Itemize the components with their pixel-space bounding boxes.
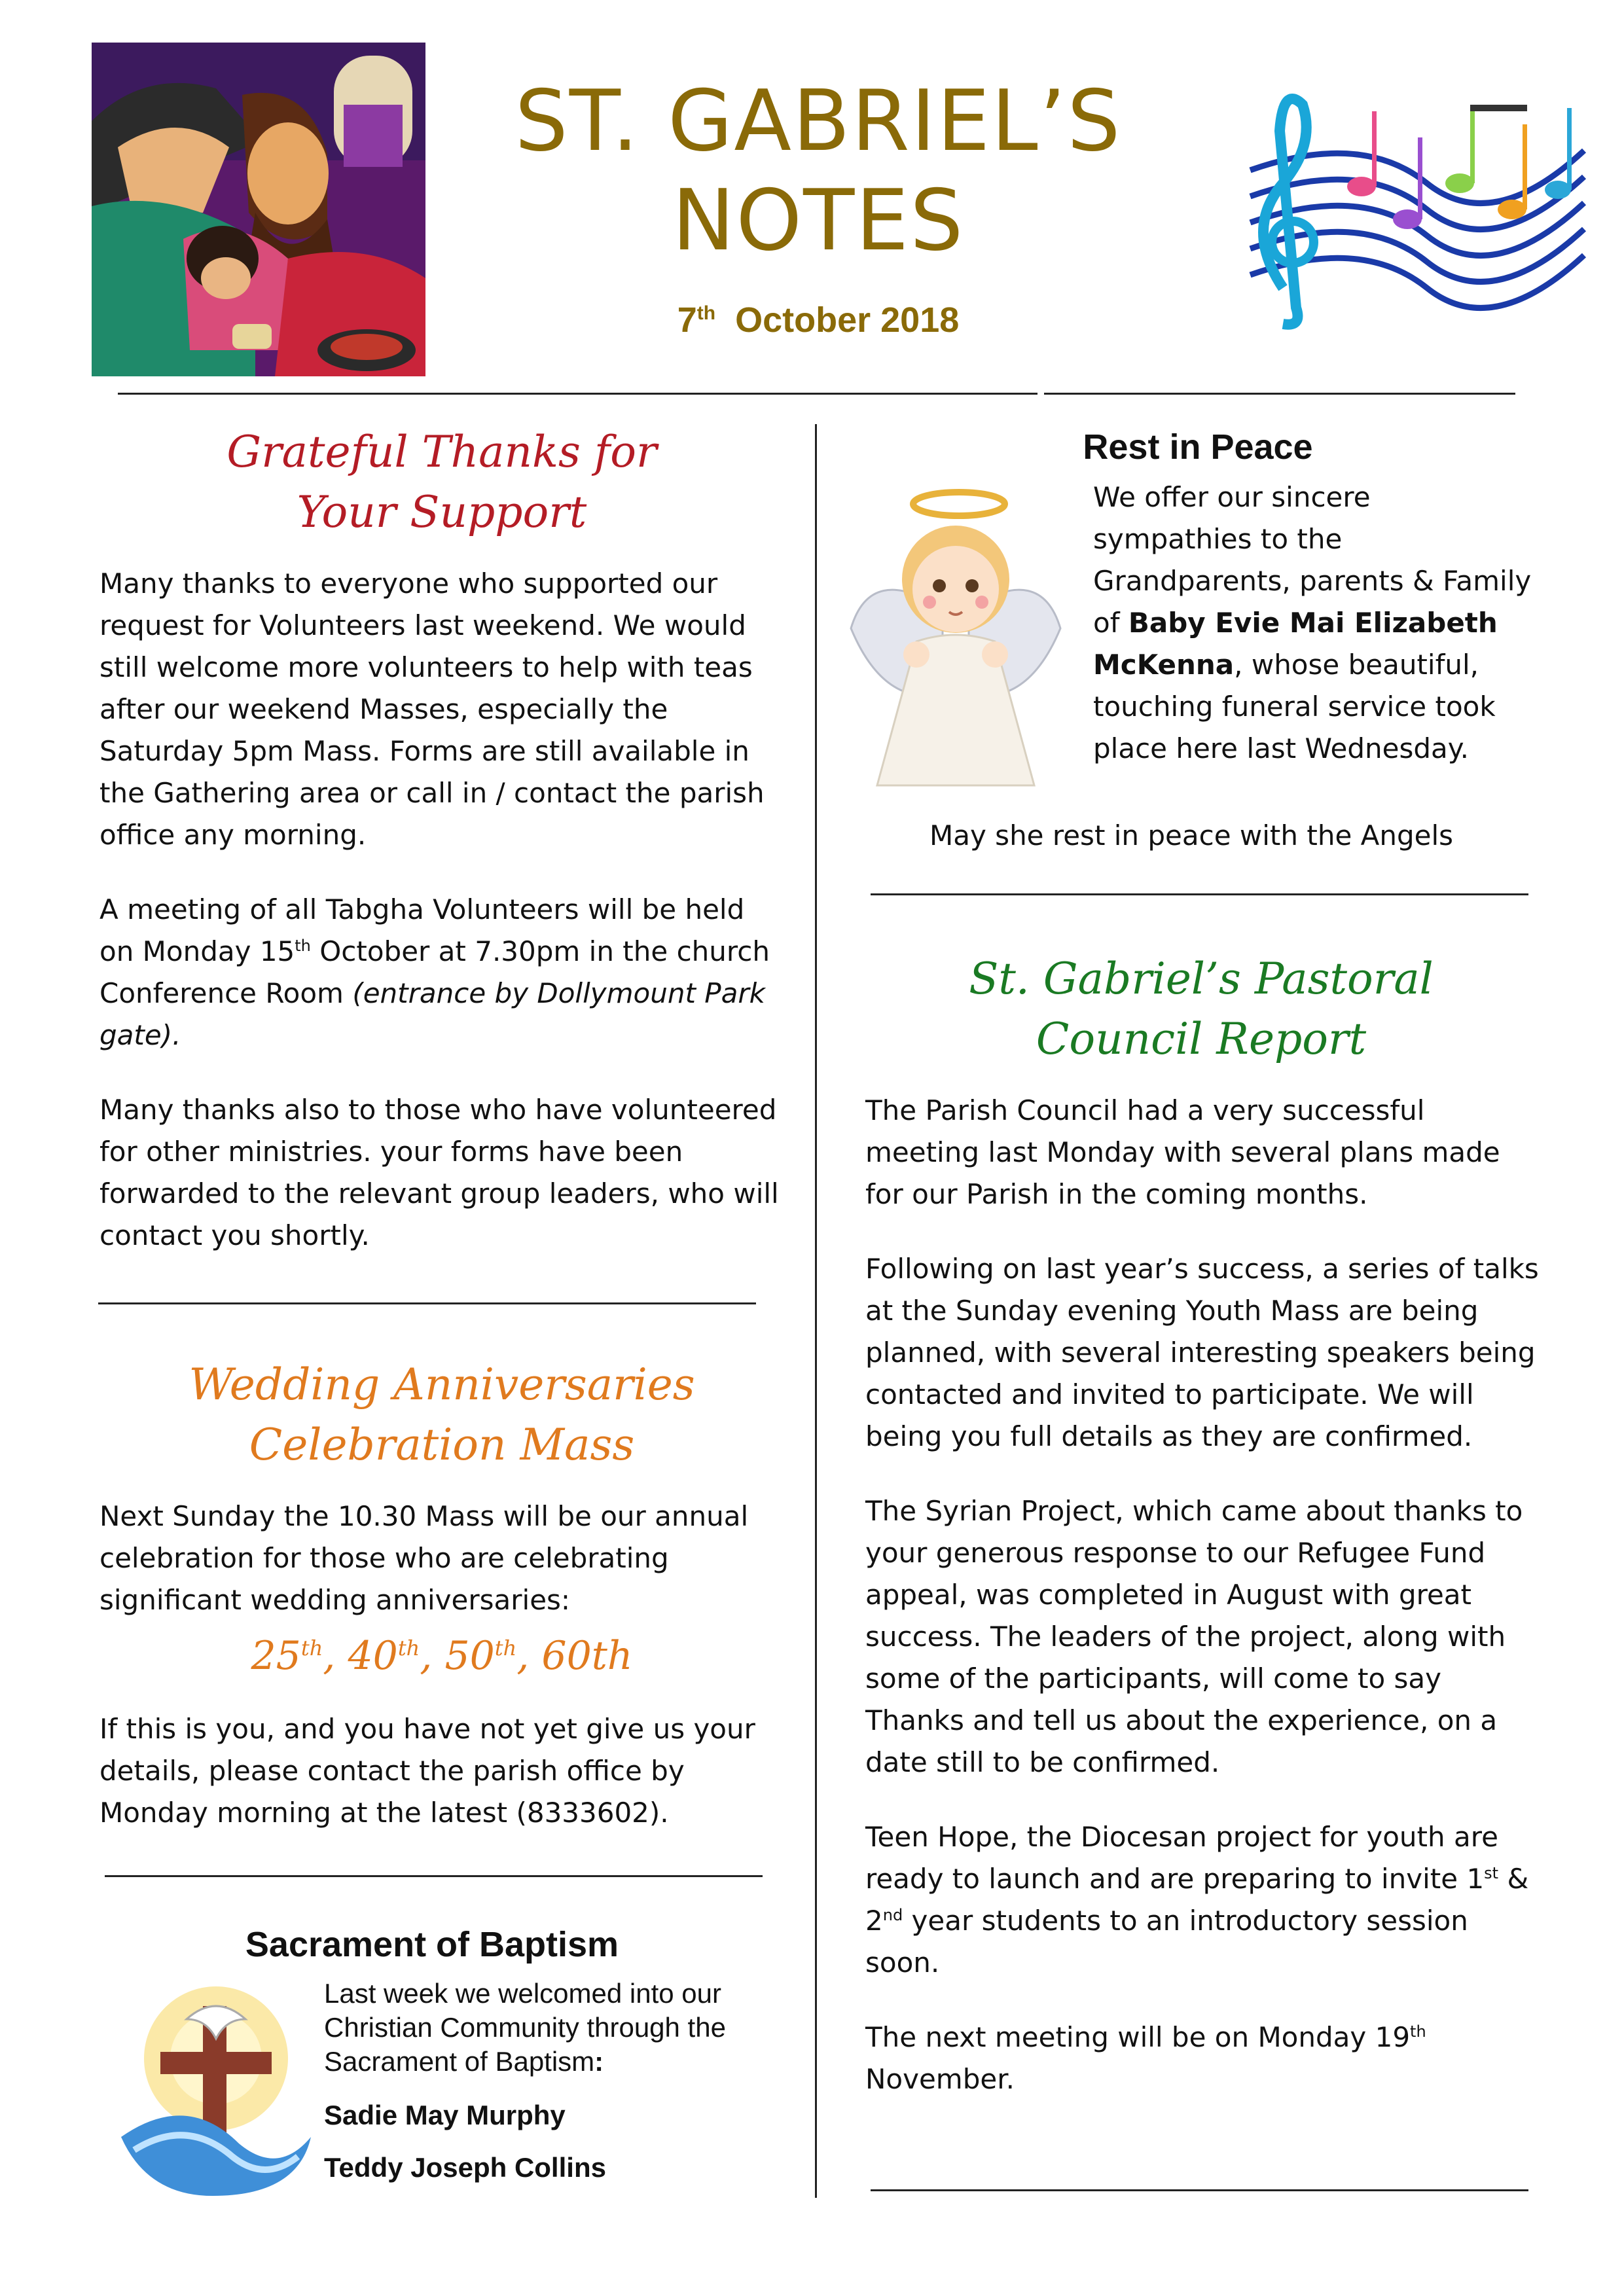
anniversary-25 [251, 1633, 348, 1679]
anniversary-40 [348, 1633, 444, 1679]
date-rest: October 2018 [735, 300, 960, 340]
peace-text-a: We offer our sincere sympathies to the Grandparents, parents & Family of [1093, 481, 1532, 639]
council-p5-a: The next meeting will be on Monday 19 [865, 2021, 1411, 2053]
council-heading-line-1: St. Gabriel’s Pastoral [969, 954, 1434, 1004]
baptism-intro-b: : [594, 2046, 604, 2077]
peace-heading: Rest in Peace [1083, 427, 1313, 467]
baptism-intro-a: Last week we welcomed into our Christian Community through the Sacrament of Baptism [324, 1978, 726, 2077]
year-num: 40 [348, 1633, 398, 1679]
council-p5-sup: th [1410, 2022, 1426, 2041]
council-body [865, 1090, 1546, 2133]
council-paragraph-5 [865, 2017, 1546, 2100]
year-sep: , [420, 1633, 445, 1679]
anniversary-50 [444, 1633, 541, 1679]
peace-text-b: , whose beautiful, touching funeral service took place here last Wednesday. [1093, 649, 1496, 764]
music-staff-notes [1231, 72, 1597, 334]
year-sup: th [397, 1636, 420, 1660]
wedding-heading [98, 1355, 785, 1475]
council-p4-b: & 2 [865, 1863, 1529, 1937]
section-divider-2 [105, 1875, 763, 1877]
wedding-heading-line-2: Celebration Mass [249, 1420, 635, 1470]
year-num: 25 [251, 1633, 301, 1679]
baptism-name-2: Teddy Joseph Collins [324, 2152, 606, 2183]
masthead-rule-left [118, 393, 1038, 395]
thanks-paragraph-3: Many thanks also to those who have volunteered for other ministries. your forms have been forwarded to the relevant group leaders, who will contact you shortly. [99, 1094, 779, 1251]
anniversary-60 [541, 1633, 632, 1679]
section-divider-4 [871, 2189, 1528, 2191]
year-sup: th [300, 1636, 323, 1660]
council-p4-sup-1: st [1484, 1864, 1499, 1882]
baptism-intro [324, 1977, 782, 2079]
wedding-paragraph-1: Next Sunday the 10.30 Mass will be our annual celebration for those who are celebrating significant wedding anniversaries: [99, 1500, 749, 1616]
holy-family-painting [92, 43, 425, 376]
date-suffix: th [696, 302, 716, 324]
masthead-rule-right [1044, 393, 1515, 395]
thanks-p2-text-a: A meeting of all Tabgha Volunteers will be held on Monday 15 [99, 893, 745, 967]
thanks-body [99, 563, 784, 1289]
wedding-heading-line-1: Wedding Anniversaries [189, 1359, 695, 1410]
dove-cross-icon [108, 1980, 321, 2202]
column-divider [815, 424, 817, 2198]
year-sep: , [323, 1633, 348, 1679]
peace-text [1093, 476, 1532, 770]
angel-icon [844, 478, 1067, 798]
section-divider-1 [98, 1302, 756, 1304]
anniversary-years [98, 1633, 785, 1679]
baptism-heading: Sacrament of Baptism [245, 1925, 619, 1964]
title-line-2: NOTES [672, 172, 965, 270]
peace-closing: May she rest in peace with the Angels [929, 819, 1454, 852]
year-num: 50 [444, 1633, 495, 1679]
council-p5-b: November. [865, 2063, 1015, 2095]
thanks-heading [98, 422, 785, 543]
year-sep: , [516, 1633, 542, 1679]
year-num: 60th [541, 1633, 633, 1679]
council-paragraph-1: The Parish Council had a very successful meeting last Monday with several plans made for our Parish in the coming months. [865, 1094, 1500, 1210]
thanks-heading-line-1: Grateful Thanks for [226, 427, 657, 477]
wedding-paragraph-2: If this is you, and you have not yet give us your details, please contact the parish office by Monday morning at the latest (8333602). [99, 1713, 755, 1829]
wedding-contact [99, 1708, 784, 1867]
year-sup: th [494, 1636, 517, 1660]
thanks-p2-sup: th [295, 937, 311, 955]
thanks-heading-line-2: Your Support [297, 487, 587, 537]
title-line-1: ST. GABRIEL’S [514, 73, 1122, 170]
thanks-p2-text-b: October at 7.30pm in the church Conference Room [99, 935, 770, 1009]
thanks-paragraph-2 [99, 889, 784, 1056]
page-title [419, 72, 1218, 271]
date-day: 7 [677, 300, 697, 340]
council-paragraph-4 [865, 1816, 1546, 1984]
issue-date [563, 300, 1074, 340]
thanks-p2-italic: (entrance by Dollymount Park gate). [99, 977, 765, 1051]
wedding-intro [99, 1496, 784, 1654]
thanks-paragraph-1: Many thanks to everyone who supported our request for Volunteers last weekend. We would still welcome more volunteers to help with teas after our weekend Masses, especially the Saturday 5pm Mass. Forms are still available in the Gathering area or call in / contact the parish office any morning. [99, 567, 765, 851]
council-p4-c: year students to an introductory session soon. [865, 1905, 1468, 1979]
peace-paragraph [1093, 476, 1532, 770]
council-paragraph-2: Following on last year’s success, a series of talks at the Sunday evening Youth Mass are being planned, with several interesting speakers being contacted and invited to participate. We will being you full details as they are confirmed. [865, 1253, 1539, 1452]
council-heading [857, 949, 1545, 1069]
council-p4-sup-2: nd [882, 1906, 903, 1924]
council-paragraph-3: The Syrian Project, which came about thanks to your generous response to our Refugee Fund appeal, was completed in August with great success. The leaders of the project, along with some of the participants, will come to say Thanks and tell us about the experience, on a date still to be confirmed. [865, 1495, 1523, 1778]
baptism-name-1: Sadie May Murphy [324, 2100, 566, 2130]
peace-bold-name: Baby Evie Mai Elizabeth McKenna [1093, 607, 1498, 681]
baptism-text [324, 1977, 782, 2185]
section-divider-3 [871, 893, 1528, 895]
council-heading-line-2: Council Report [1036, 1014, 1367, 1064]
council-p4-a: Teen Hope, the Diocesan project for youth are ready to launch and are preparing to invite 1 [865, 1821, 1498, 1895]
